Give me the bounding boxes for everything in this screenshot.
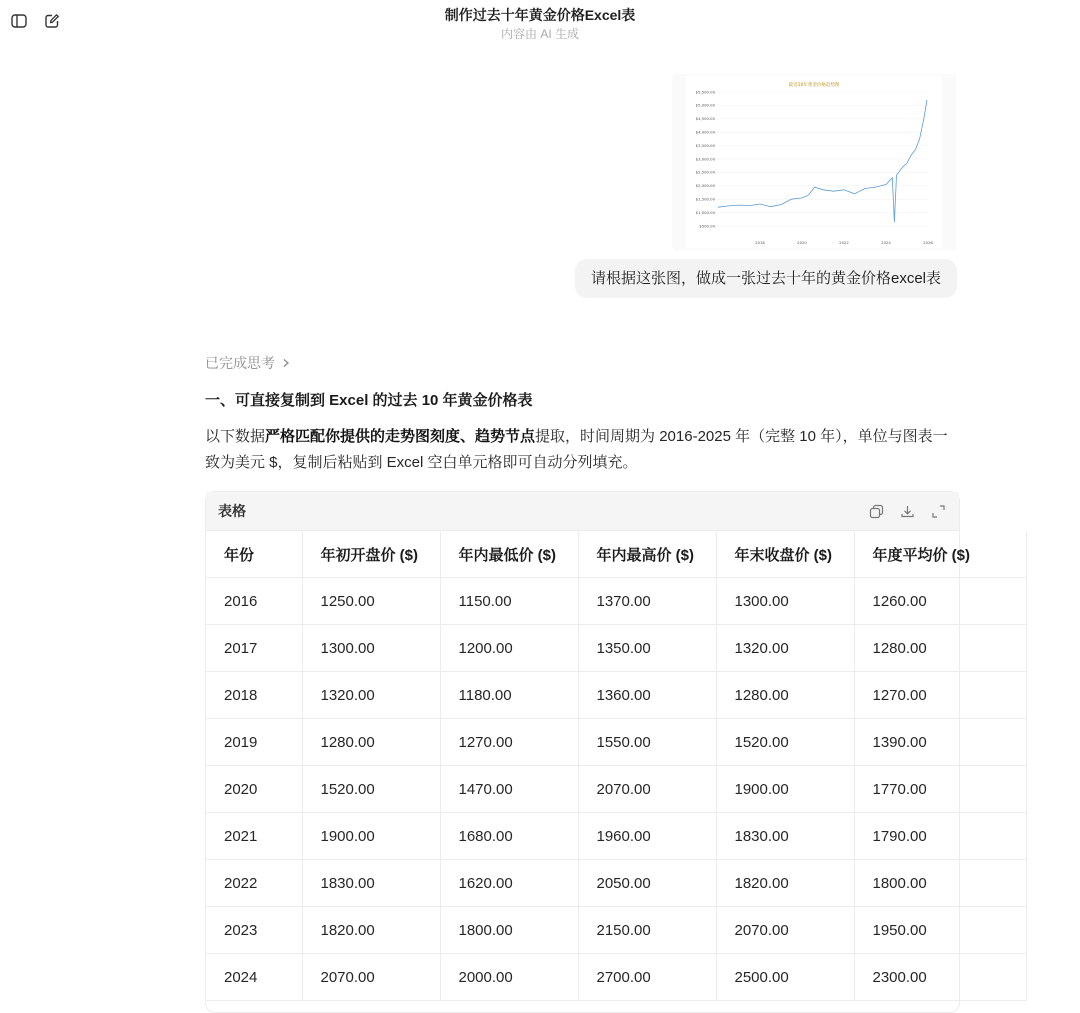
- intro-paragraph: [205, 424, 960, 476]
- table-cell: 2023: [206, 907, 302, 954]
- x-tick-label: 2026: [923, 240, 933, 245]
- conversation-header: [0, 6, 1080, 43]
- table-cell: 1360.00: [578, 672, 716, 719]
- table-cell: 1830.00: [716, 813, 854, 860]
- table-cell: 1320.00: [302, 672, 440, 719]
- table-cell: 1260.00: [854, 578, 1026, 625]
- chart-title: 最近10年黄金价格趋势图: [788, 83, 840, 88]
- table-cell: 1900.00: [716, 766, 854, 813]
- table-row: [206, 719, 1026, 766]
- table-cell: 1470.00: [440, 766, 578, 813]
- paragraph-bold: 严格匹配你提供的走势图刻度、趋势节点: [265, 428, 536, 445]
- table-cell: 1680.00: [440, 813, 578, 860]
- table-cell: 1800.00: [854, 860, 1026, 907]
- y-tick-label: $3,500.00: [695, 142, 715, 148]
- x-tick-label: 2024: [881, 240, 891, 245]
- table-header-row: [206, 531, 1026, 578]
- table-row: [206, 578, 1026, 625]
- user-message-bubble: 请根据这张图，做成一张过去十年的黄金价格excel表: [575, 259, 957, 298]
- x-tick-label: 2020: [797, 240, 807, 245]
- table-cell: 1370.00: [578, 578, 716, 625]
- thinking-label: 已完成思考: [205, 355, 275, 371]
- table-row: [206, 766, 1026, 813]
- paragraph-text-2: 提取，时间周期为 2016-2025 年（完整 10 年），单位与图表一致为美元 $，复制后粘贴到 Excel 空白单元格即可自动分列填充。: [205, 428, 948, 471]
- table-row: [206, 907, 1026, 954]
- y-tick-label: $4,500.00: [695, 116, 715, 122]
- table-cell: 1390.00: [854, 719, 1026, 766]
- y-tick-label: $3,000.00: [695, 156, 715, 162]
- column-header: 年内最高价 ($): [578, 531, 716, 578]
- paragraph-text-1: 以下数据: [205, 428, 266, 445]
- table-row: [206, 813, 1026, 860]
- user-attached-chart-image[interactable]: [672, 74, 956, 250]
- table-cell: 2070.00: [578, 766, 716, 813]
- column-header: 年份: [206, 531, 302, 578]
- y-tick-label: $500.00: [699, 223, 715, 229]
- table-cell: 2016: [206, 578, 302, 625]
- y-tick-label: $1,500.00: [695, 196, 715, 202]
- table-cell: 2070.00: [716, 907, 854, 954]
- table-cell: 1800.00: [440, 907, 578, 954]
- table-cell: 1280.00: [854, 625, 1026, 672]
- x-tick-label: 2022: [839, 240, 849, 245]
- gold-price-chart: [672, 74, 956, 250]
- copy-icon[interactable]: [868, 503, 885, 520]
- table-card: [205, 491, 971, 1013]
- table-cell: 1830.00: [302, 860, 440, 907]
- conversation-title: 制作过去十年黄金价格Excel表: [444, 7, 636, 23]
- table-row: [206, 625, 1026, 672]
- column-header: 年初开盘价 ($): [302, 531, 440, 578]
- download-icon[interactable]: [899, 503, 916, 520]
- table-cell: 1820.00: [716, 860, 854, 907]
- table-cell: 2700.00: [578, 954, 716, 1001]
- y-tick-label: $5,500.00: [695, 89, 715, 95]
- table-cell: 1280.00: [302, 719, 440, 766]
- table-cell: 2018: [206, 672, 302, 719]
- expand-icon[interactable]: [930, 503, 947, 520]
- section-heading: 一、可直接复制到 Excel 的过去 10 年黄金价格表: [205, 392, 533, 409]
- table-cell: 2021: [206, 813, 302, 860]
- table-cell: 2019: [206, 719, 302, 766]
- table-cell: 1300.00: [302, 625, 440, 672]
- table-cell: 1900.00: [302, 813, 440, 860]
- table-row: [206, 860, 1026, 907]
- table-cell: 1790.00: [854, 813, 1026, 860]
- thinking-toggle[interactable]: [205, 353, 291, 373]
- table-cell: 1270.00: [440, 719, 578, 766]
- table-cell: 1550.00: [578, 719, 716, 766]
- y-tick-label: $4,000.00: [695, 129, 715, 135]
- table-cell: 2000.00: [440, 954, 578, 1001]
- table-cell: 1620.00: [440, 860, 578, 907]
- table-toolbar: [206, 492, 959, 531]
- table-cell: 2150.00: [578, 907, 716, 954]
- table-cell: 1270.00: [854, 672, 1026, 719]
- table-cell: 1300.00: [716, 578, 854, 625]
- gold-price-table: [206, 531, 1027, 1001]
- y-tick-label: $1,000.00: [695, 209, 715, 215]
- table-cell: 1200.00: [440, 625, 578, 672]
- ai-generated-note: 内容由 AI 生成: [500, 27, 579, 41]
- column-header: 年度平均价 ($): [854, 531, 1026, 578]
- table-cell: 1820.00: [302, 907, 440, 954]
- table-cell: 1280.00: [716, 672, 854, 719]
- table-cell: 2022: [206, 860, 302, 907]
- table-label: 表格: [218, 503, 246, 519]
- y-tick-label: $2,500.00: [695, 169, 715, 175]
- table-cell: 1960.00: [578, 813, 716, 860]
- y-tick-label: $5,000.00: [695, 102, 715, 108]
- table-cell: 1150.00: [440, 578, 578, 625]
- table-cell: 2017: [206, 625, 302, 672]
- table-cell: 1250.00: [302, 578, 440, 625]
- column-header: 年末收盘价 ($): [716, 531, 854, 578]
- table-cell: 1520.00: [716, 719, 854, 766]
- table-cell: 2070.00: [302, 954, 440, 1001]
- x-tick-label: 2018: [755, 240, 765, 245]
- table-cell: 1520.00: [302, 766, 440, 813]
- table-cell: 1350.00: [578, 625, 716, 672]
- table-cell: 2024: [206, 954, 302, 1001]
- table-cell: 2300.00: [854, 954, 1026, 1001]
- chevron-right-icon: [281, 358, 291, 368]
- table-cell: 1770.00: [854, 766, 1026, 813]
- table-cell: 2020: [206, 766, 302, 813]
- table-cell: 2500.00: [716, 954, 854, 1001]
- table-row: [206, 672, 1026, 719]
- table-cell: 1950.00: [854, 907, 1026, 954]
- table-cell: 2050.00: [578, 860, 716, 907]
- column-header: 年内最低价 ($): [440, 531, 578, 578]
- table-cell: 1320.00: [716, 625, 854, 672]
- y-tick-label: $2,000.00: [695, 183, 715, 189]
- table-cell: 1180.00: [440, 672, 578, 719]
- table-row: [206, 954, 1026, 1001]
